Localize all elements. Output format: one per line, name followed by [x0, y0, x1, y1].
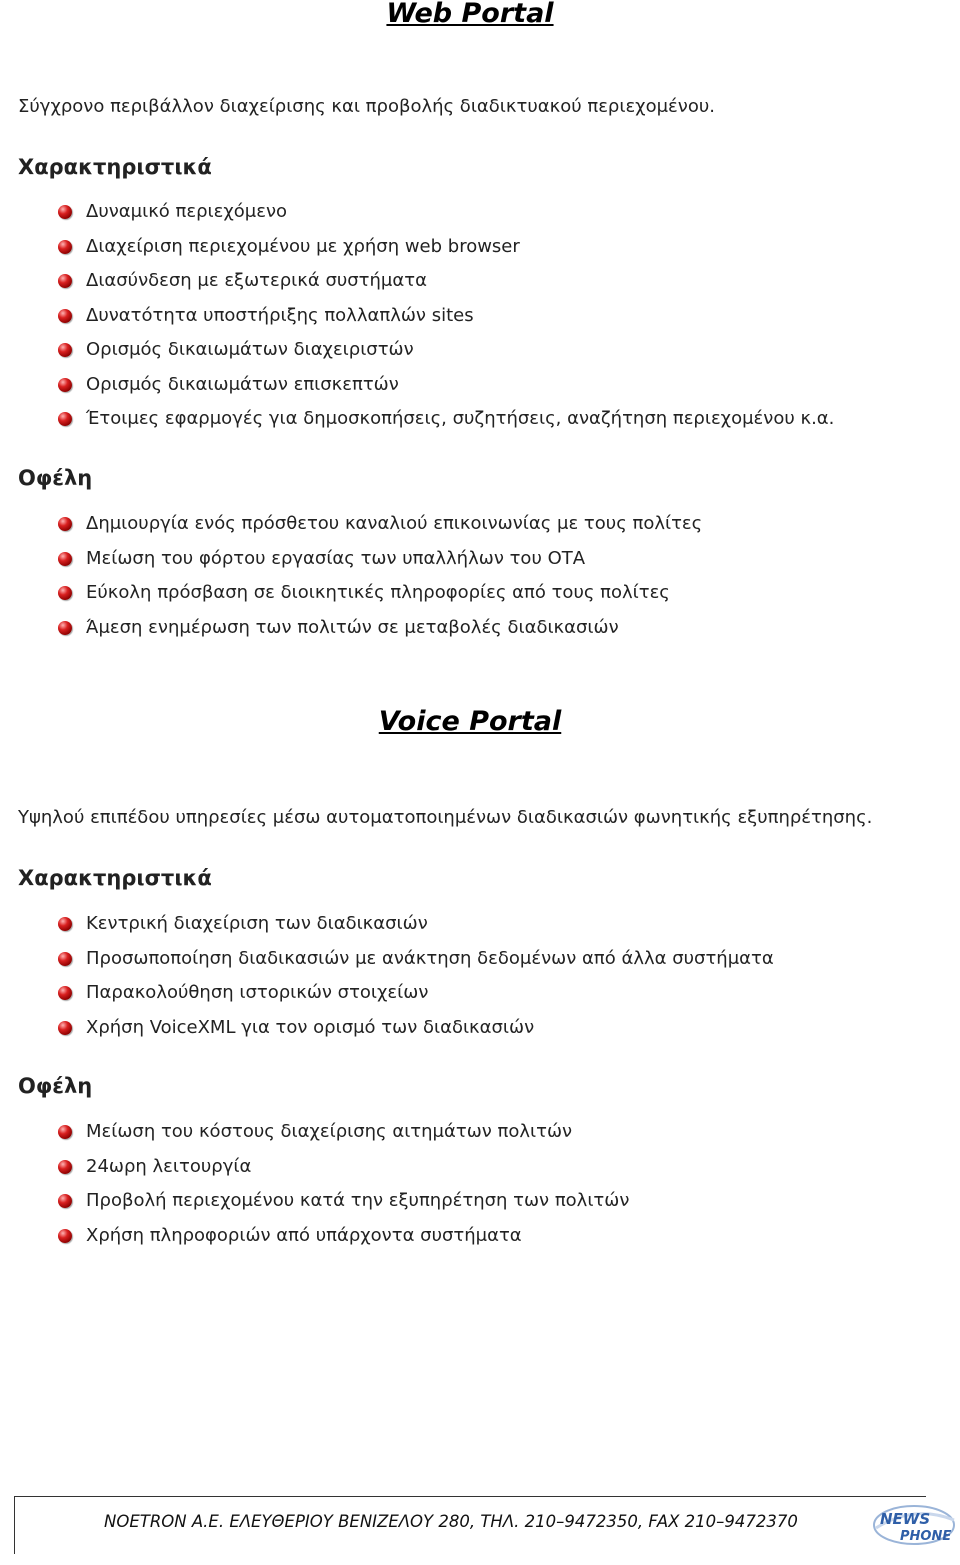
list-item: [58, 336, 834, 371]
bullet-icon: [58, 552, 72, 566]
list-item-text: Μείωση του κόστους διαχείρισης αιτημάτων πολιτών: [86, 1121, 573, 1142]
list-item-text: Κεντρική διαχείριση των διαδικασιών: [86, 913, 428, 934]
bullet-icon: [58, 586, 72, 600]
bullet-icon: [58, 1229, 72, 1243]
bullet-icon: [58, 917, 72, 931]
bullet-icon: [58, 343, 72, 357]
logo-text-bottom: PHONE: [900, 1529, 952, 1544]
voice-portal-intro: Υψηλού επιπέδου υπηρεσίες μέσω αυτοματοποιημένων διαδικασιών φωνητικής εξυπηρέτησης.: [18, 807, 873, 828]
web-portal-intro: Σύγχρονο περιβάλλον διαχείρισης και προβολής διαδικτυακού περιεχομένου.: [18, 96, 715, 117]
list-item: [58, 198, 834, 233]
list-item: [58, 1222, 629, 1257]
list-item-text: Παρακολούθηση ιστορικών στοιχείων: [86, 982, 429, 1003]
web-portal-title: Web Portal: [386, 0, 554, 29]
list-item-text: Άμεση ενημέρωση των πολιτών σε μεταβολές διαδικασιών: [86, 616, 619, 638]
footer-address: NOETRON Α.Ε. ΕΛΕΥΘΕΡΙΟΥ ΒΕΝΙΖΕΛΟΥ 280, ΤΗΛ. 210–9472350, FAX 210–9472370: [104, 1512, 798, 1531]
list-item: [58, 1153, 629, 1188]
list-item: [58, 1014, 774, 1049]
bullet-icon: [58, 952, 72, 966]
list-item: [58, 945, 774, 980]
list-item-text: Έτοιμες εφαρμογές για δημοσκοπήσεις, συζητήσεις, αναζήτηση περιεχομένου κ.α.: [86, 408, 835, 429]
list-item-text: Διαχείριση περιεχομένου με χρήση web browser: [86, 235, 520, 257]
bullet-icon: [58, 1194, 72, 1208]
footer-left-border: [14, 1496, 15, 1554]
list-item-text: Δημιουργία ενός πρόσθετου καναλιού επικοινωνίας με τους πολίτες: [86, 513, 703, 534]
list-item: [58, 1118, 629, 1153]
list-item: [58, 267, 834, 302]
list-item: [58, 614, 702, 649]
bullet-icon: [58, 1021, 72, 1035]
bullet-icon: [58, 412, 72, 426]
voice-portal-features-heading: Χαρακτηριστικά: [18, 866, 212, 890]
bullet-icon: [58, 986, 72, 1000]
list-item: [58, 405, 834, 440]
list-item: [58, 979, 774, 1014]
bullet-icon: [58, 240, 72, 254]
voice-portal-title: Voice Portal: [378, 706, 562, 737]
bullet-icon: [58, 205, 72, 219]
web-portal-features-list: [58, 198, 834, 440]
voice-portal-features-list: [58, 910, 774, 1048]
list-item: [58, 233, 834, 268]
list-item-text: Διασύνδεση με εξωτερικά συστήματα: [86, 270, 427, 291]
list-item: [58, 579, 702, 614]
list-item: [58, 1187, 629, 1222]
voice-portal-benefits-list: [58, 1118, 629, 1256]
bullet-icon: [58, 274, 72, 288]
list-item: [58, 910, 774, 945]
list-item: [58, 545, 702, 580]
footer-divider: [14, 1496, 926, 1497]
list-item: [58, 302, 834, 337]
web-portal-benefits-list: [58, 510, 702, 648]
list-item-text: Χρήση VoiceXML για τον ορισμό των διαδικασιών: [86, 1016, 535, 1038]
bullet-icon: [58, 309, 72, 323]
list-item-text: Δυναμικό περιεχόμενο: [86, 201, 288, 222]
list-item: [58, 510, 702, 545]
list-item: [58, 371, 834, 406]
list-item-text: Ορισμός δικαιωμάτων επισκεπτών: [86, 373, 399, 395]
logo-text-top: NEWS: [880, 1510, 931, 1528]
web-portal-benefits-heading: Οφέλη: [18, 466, 93, 490]
list-item-text: Δυνατότητα υποστήριξης πολλαπλών sites: [86, 304, 474, 326]
list-item-text: Μείωση του φόρτου εργασίας των υπαλλήλων του ΟΤΑ: [86, 547, 586, 569]
list-item-text: Εύκολη πρόσβαση σε διοικητικές πληροφορίες από τους πολίτες: [86, 582, 670, 603]
list-item-text: Προβολή περιεχομένου κατά την εξυπηρέτηση των πολιτών: [86, 1190, 630, 1211]
voice-portal-benefits-heading: Οφέλη: [18, 1074, 93, 1098]
list-item-text: Προσωποποίηση διαδικασιών με ανάκτηση δεδομένων από άλλα συστήματα: [86, 947, 774, 969]
list-item-text: 24ωρη λειτουργία: [86, 1155, 252, 1177]
list-item-text: Χρήση πληροφοριών από υπάρχοντα συστήματα: [86, 1224, 522, 1246]
bullet-icon: [58, 621, 72, 635]
bullet-icon: [58, 1160, 72, 1174]
bullet-icon: [58, 517, 72, 531]
newsphone-logo: [870, 1500, 958, 1550]
list-item-text: Ορισμός δικαιωμάτων διαχειριστών: [86, 339, 414, 360]
bullet-icon: [58, 378, 72, 392]
web-portal-features-heading: Χαρακτηριστικά: [18, 155, 212, 179]
bullet-icon: [58, 1125, 72, 1139]
